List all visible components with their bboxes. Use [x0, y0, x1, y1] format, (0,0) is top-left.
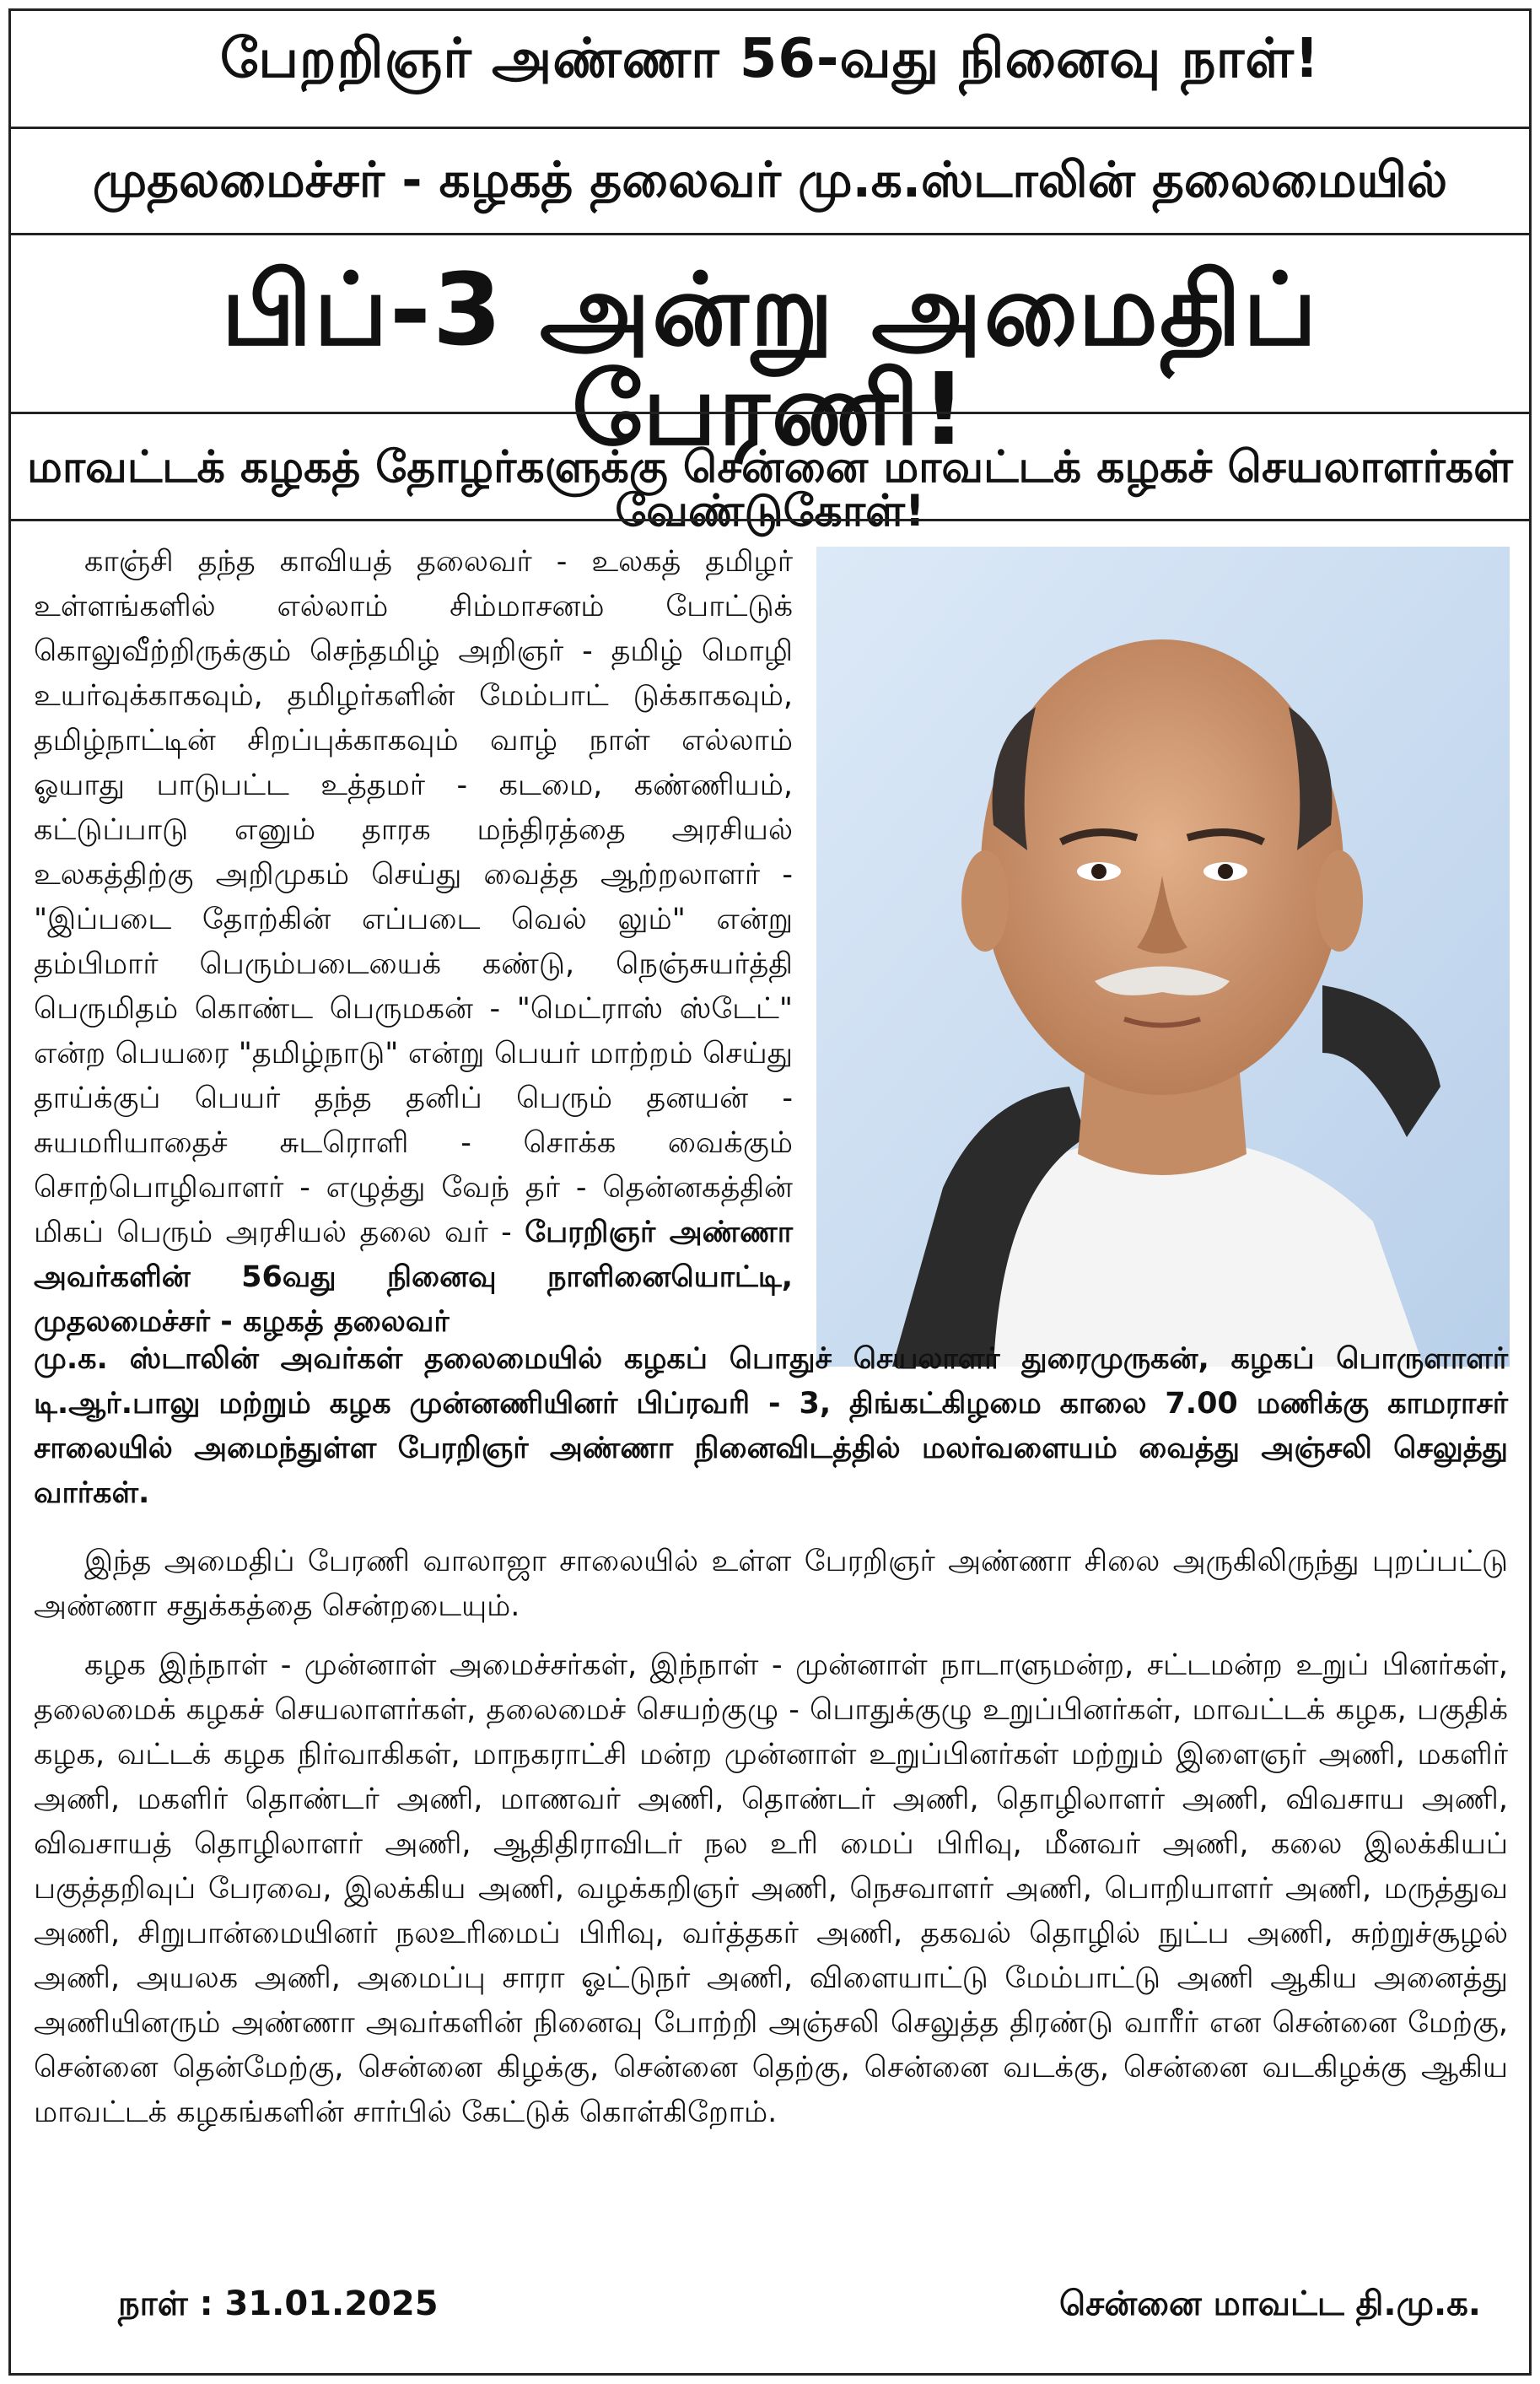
headline-memorial-day: பேறறிஞர் அண்ணா 56-வது நினைவு நாள்!	[219, 28, 1321, 90]
portrait-photo	[816, 547, 1510, 1367]
rally-route-paragraph: இந்த அமைதிப் பேரணி வாலாஜா சாலையில் உள்ள பேரறிஞர் அண்ணா சிலை அருகிலிருந்து புறப்பட்டு அண்ணா சதுக்கத்தை சென்றடையும்.	[34, 1545, 1508, 1623]
intro-bold-text: பேரறிஞர் அண்ணா அவர்களின் 56வது நினைவு நாளினையொட்டி, முதலமைச்சர் - கழகத் தலைவர்	[34, 1216, 793, 1339]
signatory: சென்னை மாவட்ட தி.மு.க.	[1059, 2284, 1481, 2323]
issue-date: நாள் : 31.01.2025	[118, 2284, 439, 2323]
divider	[8, 519, 1532, 521]
tail-bold-text: மு.க. ஸ்டாலின் அவர்கள் தலைமையில் கழகப் பொதுச் செயலாளர் துரைமுருகன், கழகப் பொருளாளர் டி.ஆர்.பாலு மற்றும் கழக முன்னணியினர் பிப்ரவரி - 3, திங்கட்கிழமை காலை 7.00 மணிக்கு காமராசர் சாலையில் அமைந்துள்ள பேரறிஞர் அண்ணா நினைவிடத்தில் மலர்வளையம் வைத்து அஞ்சலி செலுத்து வார்கள்.	[34, 1342, 1508, 1510]
intro-paragraph	[34, 540, 793, 1345]
divider	[8, 127, 1532, 129]
headline-leadership: முதலமைச்சர் - கழகத் தலைவர் மு.க.ஸ்டாலின் தலைமையில்	[92, 151, 1448, 208]
divider	[8, 412, 1532, 414]
invitation-paragraph: கழக இந்நாள் - முன்னாள் அமைச்சர்கள், இந்நாள் - முன்னாள் நாடாளுமன்ற, சட்டமன்ற உறுப் பினர்கள், தலைமைக் கழகச் செயலாளர்கள், தலைமைச் செயற்குழு - பொதுக்குழு உறுப்பினர்கள், மாவட்டக் கழக, பகுதிக் கழக, வட்டக் கழக நிர்வாகிகள், மாநகராட்சி மன்ற முன்னாள் உறுப்பினர்கள் மற்றும் இளைஞர் அணி, மகளிர் அணி, மகளிர் தொண்டர் அணி, மாணவர் அணி, தொண்டர் அணி, தொழிலாளர் அணி, விவசாய அணி, விவசாயத் தொழிலாளர் அணி, ஆதிதிராவிடர் நல உரி மைப் பிரிவு, மீனவர் அணி, கலை இலக்கியப் பகுத்தறிவுப் பேரவை, இலக்கிய அணி, வழக்கறிஞர் அணி, நெசவாளர் அணி, பொறியாளர் அணி, மருத்துவ அணி, சிறுபான்மையினர் நலஉரிமைப் பிரிவு, வர்த்தகர் அணி, தகவல் தொழில் நுட்ப அணி, சுற்றுச்சூழல் அணி, அயலக அணி, அமைப்பு சாரா ஓட்டுநர் அணி, விளையாட்டு மேம்பாட்டு அணி ஆகிய அனைத்து அணியினரும் அண்ணா அவர்களின் நினைவு போற்றி அஞ்சலி செலுத்த திரண்டு வாரீர் என சென்னை மேற்கு, சென்னை தென்மேற்கு, சென்னை கிழக்கு, சென்னை தெற்கு, சென்னை வடக்கு, சென்னை வடகிழக்கு ஆகிய மாவட்டக் கழகங்களின் சார்பில் கேட்டுக் கொள்கிறோம்.	[34, 1648, 1508, 2129]
intro-text: காஞ்சி தந்த காவியத் தலைவர் - உலகத் தமிழர் உள்ளங்களில் எல்லாம் சிம்மாசனம் போட்டுக் கொலுவீற்றிருக்கும் செந்தமிழ் அறிஞர் - தமிழ் மொழி உயர்வுக்காகவும், தமிழர்களின் மேம்பாட் டுக்காகவும், தமிழ்நாட்டின் சிறப்புக்காகவும் வாழ் நாள் எல்லாம் ஓயாது பாடுபட்ட உத்தமர் - கடமை, கண்ணியம், கட்டுப்பாடு எனும் தாரக மந்திரத்தை அரசியல் உலகத்திற்கு அறிமுகம் செய்து வைத்த ஆற்றலாளர் - "இப்படை தோற்கின் எப்படை வெல் லும்" என்று தம்பிமார் பெரும்படையைக் கண்டு, நெஞ்சுயர்த்தி பெருமிதம் கொண்ட பெருமகன் - "மெட்ராஸ் ஸ்டேட்" என்ற பெயரை "தமிழ்நாடு" என்று பெயர் மாற்றம் செய்து தாய்க்குப் பெயர் தந்த தனிப் பெரும் தனயன் - சுயமரியாதைச் சுடரொளி - சொக்க வைக்கும் சொற்பொழிவாளர் - எழுத்து வேந் தர் - தென்னகத்தின் மிகப் பெரும் அரசியல் தலை வர் -	[34, 545, 793, 1249]
headline-appeal: மாவட்டக் கழகத் தோழர்களுக்கு சென்னை மாவட்டக் கழகச் செயலாளர்கள் வேண்டுகோள்!	[27, 442, 1513, 537]
tail-paragraph	[34, 1337, 1508, 1516]
divider	[8, 233, 1532, 235]
headline-peace-rally: பிப்-3 அன்று அமைதிப் பேரணி!	[221, 251, 1319, 467]
